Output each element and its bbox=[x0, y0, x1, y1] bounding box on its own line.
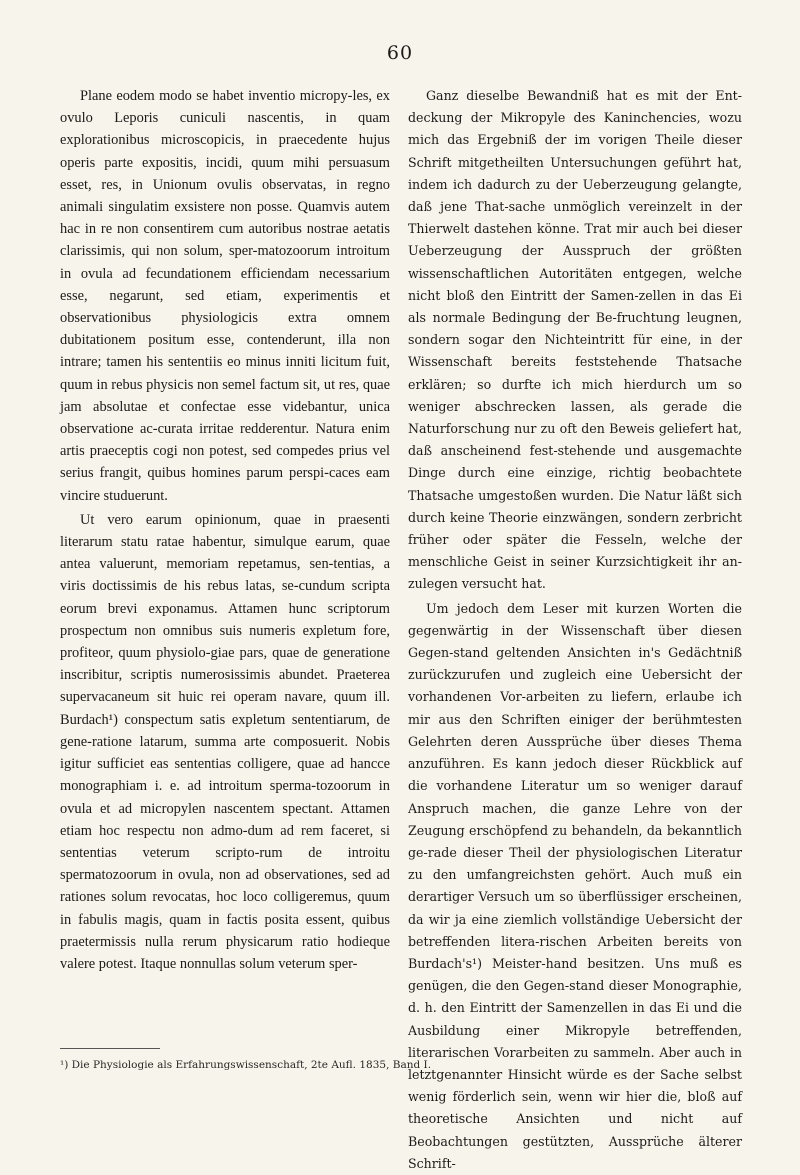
page-number: 60 bbox=[386, 42, 414, 64]
latin-paragraph-1: Plane eodem modo se habet inventio micropy-les, ex ovulo Leporis cuniculi nascentis, in quam explorationibus microscopicis, in praecedente hujus operis parte expositis, incidi, quum mihi persuasum esset, res, in Unionum ovulis observatas, in regno animali singulatim exsistere non posse. Quamvis autem hac in re non consentirem cum autoribus nostrae aetatis clarissimis, qui non solum, sper-matozoorum introitum in ovula ad fecundationem efficiendam necessarium esse, negarunt, sed etiam, experimentis et observationibus physiologicis extra omnem dubitationem positum esse, contenderunt, illa non intrare; tamen his sententiis eo minus inniti licitum fuit, quum in rebus physicis non semel factum sit, ut res, quae jam absolutae et confectae esse videbantur, unica observatione ac-curata irritae redderentur. Natura enim artis praeceptis cogi non potest, sed compedes prius vel serius frangit, quibus homines parum perspi-caces eam vincire studuerunt. bbox=[60, 88, 390, 504]
latin-column bbox=[60, 85, 390, 975]
german-paragraph-1: Ganz dieselbe Bewandniß hat es mit der Ent-deckung der Mikropyle des Kaninchencies, wozu mich das Ergebniß der im vorigen Theile dieser Schrift mitgetheilten Untersuchungen geführt hat, indem ich dadurch zu der Ueberzeugung gelangte, daß jene That-sache unmöglich vereinzelt in der Thierwelt dastehen könne. Trat mir auch bei dieser Ueberzeugung der Ausspruch der größten wissenschaftlichen Autoritäten entgegen, welche nicht bloß den Eintritt der Samen-zellen in das Ei als normale Bedingung der Be-fruchtung leugnen, sondern sogar den Nichteintritt für eine, in der Wissenschaft bereits feststehende Thatsache erklären; so durfte ich mich hierdurch um so weniger abschrecken lassen, als gerade die Naturforschung nur zu oft den Beweis geliefert hat, daß anscheinend fest-stehende und ausgemachte Dinge durch eine einzige, richtig beobachtete Thatsache umgestoßen wurden. Die Natur läßt sich durch keine Theorie einzwängen, sondern zerbricht früher oder später die Fesseln, welche der menschliche Geist in seiner Kurzsichtigkeit ihr an-zulegen versucht hat. bbox=[408, 88, 742, 592]
latin-paragraph-2: Ut vero earum opinionum, quae in praesenti literarum statu ratae habentur, simulque earum, quae antea valuerunt, memoriam repetamus, sen-tentias, a viris doctissimis de his rebus latas, se-cundum scripta eorum brevi exponamus. Attamen hunc scriptorum prospectum non omnibus suis numeris expletum fore, profiteor, quum physiolo-giae pars, quae de generatione inscribitur, scriptis numerosissimis abundet. Praeterea supervacaneum sit huic rei operam navare, quum ill. Burdach¹) conspectum satis expletum sententiarum, de gene-ratione latarum, summa arte composuerit. Nobis igitur sufficiet eas sententias colligere, quae ad hancce monographiam i. e. ad introitum sperma-tozoorum in ovula et ad micropylen nascentem spectant. Attamen etiam hoc respectu non admo-dum ad rem faceret, si sententias veterum scripto-rum de introitu spermatozoorum in ovula, non ad observationes, sed ad rationes solum revocatas, hoc loco colligeremus, quum in fabulis magis, quam in factis posita essent, quibus praetermissis nulla rerum physicarum ratio hodieque valere potest. Itaque nonnullas solum veterum sper- bbox=[60, 511, 390, 972]
footnote: ¹) Die Physiologie als Erfahrungswissenschaft, 2te Aufl. 1835, Band I. bbox=[60, 1059, 432, 1071]
footnote-divider bbox=[60, 1048, 160, 1049]
german-column bbox=[408, 85, 742, 1175]
german-paragraph-2: Um jedoch dem Leser mit kurzen Worten die gegenwärtig in der Wissenschaft über diesen Gegen-stand geltenden Ansichten in's Gedächtniß zurückzurufen und zugleich eine Uebersicht der vorhandenen Vor-arbeiten zu liefern, erlaube ich mir aus den Schriften einiger der berühmtesten Gelehrten deren Aussprüche über dieses Thema anzuführen. Es kann jedoch dieser Rückblick auf die vorhandene Literatur um so weniger darauf Anspruch machen, die ganze Lehre von der Zeugung erschöpfend zu behandeln, da bekanntlich ge-rade dieser Theil der physiologischen Literatur zu den umfangreichsten gehört. Auch muß ein derartiger Versuch um so überflüssiger erscheinen, da wir ja eine ziemlich vollständige Uebersicht der betreffenden litera-rischen Arbeiten bereits von Burdach's¹) Meister-hand besitzen. Uns muß es genügen, die den Gegen-stand dieser Monographie, d. h. den Eintritt der Samenzellen in das Ei und die Ausbildung einer Mikropyle betreffenden, literarischen Vorarbeiten zu sammeln. Aber auch in letztgenannter Hinsicht würde es der Sache selbst wenig förderlich sein, wenn wir hier die, bloß auf theoretische Ansichten und nicht auf Beobachtungen gestützten, Aussprüche älterer Schrift- bbox=[408, 600, 742, 1171]
